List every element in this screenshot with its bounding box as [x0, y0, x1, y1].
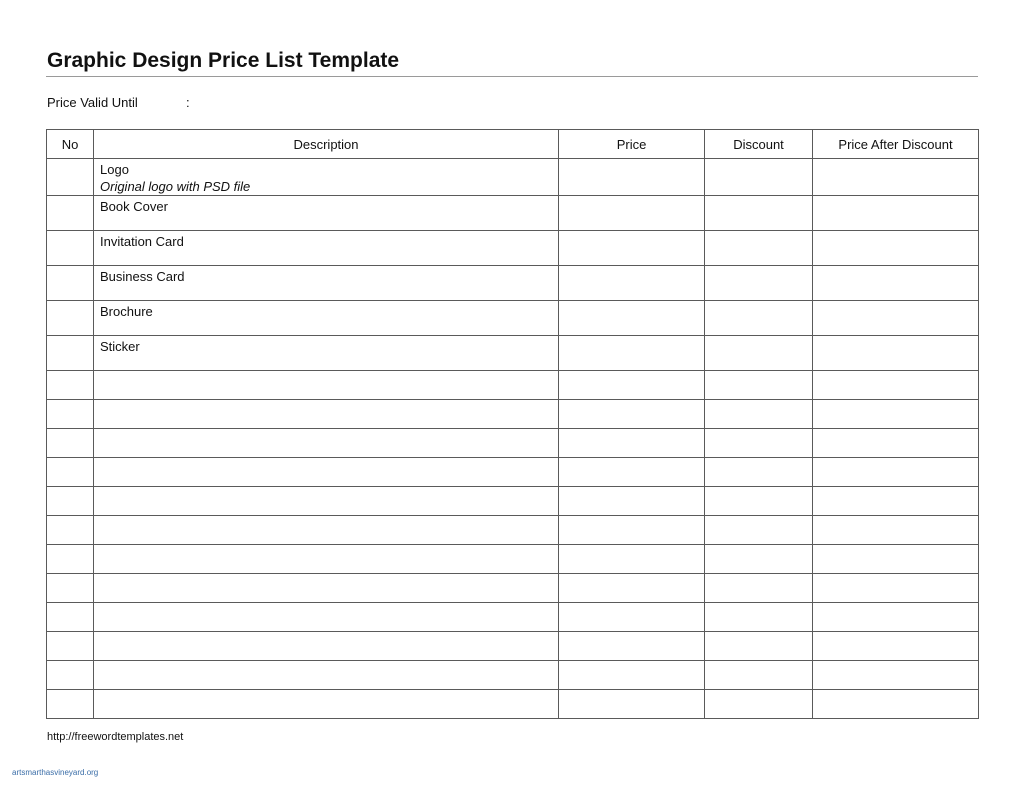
- cell-discount: [705, 266, 813, 301]
- cell-discount: [705, 574, 813, 603]
- cell-discount: [705, 690, 813, 719]
- cell-description: [94, 690, 559, 719]
- cell-no: [47, 196, 94, 231]
- cell-description: [94, 574, 559, 603]
- cell-description: [94, 196, 559, 231]
- footer-url: http://freewordtemplates.net: [47, 731, 184, 743]
- cell-price-after-discount: [813, 487, 979, 516]
- header-no: No: [47, 130, 94, 159]
- cell-price-after-discount: [813, 429, 979, 458]
- title-divider: [46, 76, 978, 77]
- table-row: [47, 487, 979, 516]
- cell-price: [559, 603, 705, 632]
- table-row: [47, 690, 979, 719]
- table-body: [47, 159, 979, 719]
- table-row: [47, 603, 979, 632]
- header-price: Price: [559, 130, 705, 159]
- cell-no: [47, 231, 94, 266]
- cell-no: [47, 545, 94, 574]
- cell-no: [47, 336, 94, 371]
- cell-price-after-discount: [813, 574, 979, 603]
- table-row: [47, 371, 979, 400]
- cell-discount: [705, 371, 813, 400]
- cell-discount: [705, 516, 813, 545]
- item-name: Business Card: [100, 269, 185, 284]
- cell-description: [94, 266, 559, 301]
- watermark: artsmarthasvineyard.org: [12, 768, 99, 777]
- cell-price: [559, 159, 705, 196]
- cell-price: [559, 458, 705, 487]
- cell-discount: [705, 632, 813, 661]
- cell-discount: [705, 429, 813, 458]
- cell-price-after-discount: [813, 196, 979, 231]
- price-list-table: [46, 129, 979, 719]
- cell-price: [559, 516, 705, 545]
- cell-price-after-discount: [813, 231, 979, 266]
- cell-description: [94, 545, 559, 574]
- cell-description: [94, 603, 559, 632]
- cell-price-after-discount: [813, 603, 979, 632]
- table-row: [47, 516, 979, 545]
- item-name: Logo: [100, 162, 129, 177]
- cell-discount: [705, 336, 813, 371]
- cell-no: [47, 371, 94, 400]
- cell-no: [47, 487, 94, 516]
- cell-price: [559, 371, 705, 400]
- cell-discount: [705, 231, 813, 266]
- cell-price-after-discount: [813, 301, 979, 336]
- cell-price: [559, 632, 705, 661]
- table-row: [47, 632, 979, 661]
- cell-price: [559, 545, 705, 574]
- cell-no: [47, 574, 94, 603]
- cell-price: [559, 429, 705, 458]
- cell-price-after-discount: [813, 516, 979, 545]
- table-header-row: [47, 130, 979, 159]
- cell-price: [559, 196, 705, 231]
- header-price-after-discount: Price After Discount: [813, 130, 979, 159]
- cell-description: [94, 301, 559, 336]
- cell-no: [47, 458, 94, 487]
- cell-discount: [705, 159, 813, 196]
- cell-description: [94, 231, 559, 266]
- cell-no: [47, 603, 94, 632]
- cell-discount: [705, 661, 813, 690]
- item-name: Brochure: [100, 304, 153, 319]
- table-row: [47, 301, 979, 336]
- cell-price-after-discount: [813, 336, 979, 371]
- cell-discount: [705, 603, 813, 632]
- table-row: [47, 231, 979, 266]
- cell-price-after-discount: [813, 159, 979, 196]
- cell-no: [47, 159, 94, 196]
- table-row: [47, 336, 979, 371]
- cell-discount: [705, 196, 813, 231]
- cell-price: [559, 574, 705, 603]
- cell-description: [94, 429, 559, 458]
- cell-discount: [705, 400, 813, 429]
- cell-description: [94, 487, 559, 516]
- cell-description: [94, 159, 559, 196]
- cell-no: [47, 632, 94, 661]
- cell-price-after-discount: [813, 545, 979, 574]
- cell-price: [559, 231, 705, 266]
- table-row: [47, 574, 979, 603]
- cell-description: [94, 458, 559, 487]
- price-valid-until-colon: :: [186, 95, 190, 110]
- cell-no: [47, 661, 94, 690]
- page-title: Graphic Design Price List Template: [47, 49, 400, 72]
- cell-discount: [705, 545, 813, 574]
- table-row: [47, 545, 979, 574]
- item-name: Invitation Card: [100, 234, 184, 249]
- cell-price-after-discount: [813, 661, 979, 690]
- header-discount: Discount: [705, 130, 813, 159]
- cell-price-after-discount: [813, 400, 979, 429]
- cell-discount: [705, 487, 813, 516]
- cell-discount: [705, 458, 813, 487]
- cell-price: [559, 400, 705, 429]
- cell-price-after-discount: [813, 266, 979, 301]
- cell-price: [559, 661, 705, 690]
- cell-discount: [705, 301, 813, 336]
- cell-description: [94, 400, 559, 429]
- cell-no: [47, 690, 94, 719]
- header-description: Description: [94, 130, 559, 159]
- cell-description: [94, 632, 559, 661]
- cell-price-after-discount: [813, 690, 979, 719]
- cell-price: [559, 690, 705, 719]
- cell-price-after-discount: [813, 632, 979, 661]
- item-name: Book Cover: [100, 199, 168, 214]
- cell-no: [47, 400, 94, 429]
- cell-price: [559, 266, 705, 301]
- cell-description: [94, 371, 559, 400]
- table-row: [47, 400, 979, 429]
- cell-no: [47, 429, 94, 458]
- table-row: [47, 429, 979, 458]
- table-row: [47, 266, 979, 301]
- table-row: [47, 661, 979, 690]
- table-row: [47, 159, 979, 196]
- cell-no: [47, 266, 94, 301]
- cell-description: [94, 661, 559, 690]
- cell-no: [47, 301, 94, 336]
- cell-no: [47, 516, 94, 545]
- cell-price: [559, 487, 705, 516]
- table-row: [47, 196, 979, 231]
- cell-price-after-discount: [813, 371, 979, 400]
- table-row: [47, 458, 979, 487]
- price-valid-until-label: Price Valid Until: [47, 95, 138, 110]
- cell-description: [94, 336, 559, 371]
- cell-price: [559, 336, 705, 371]
- cell-price: [559, 301, 705, 336]
- cell-price-after-discount: [813, 458, 979, 487]
- item-name: Sticker: [100, 339, 140, 354]
- cell-description: [94, 516, 559, 545]
- item-note: Original logo with PSD file: [100, 179, 251, 194]
